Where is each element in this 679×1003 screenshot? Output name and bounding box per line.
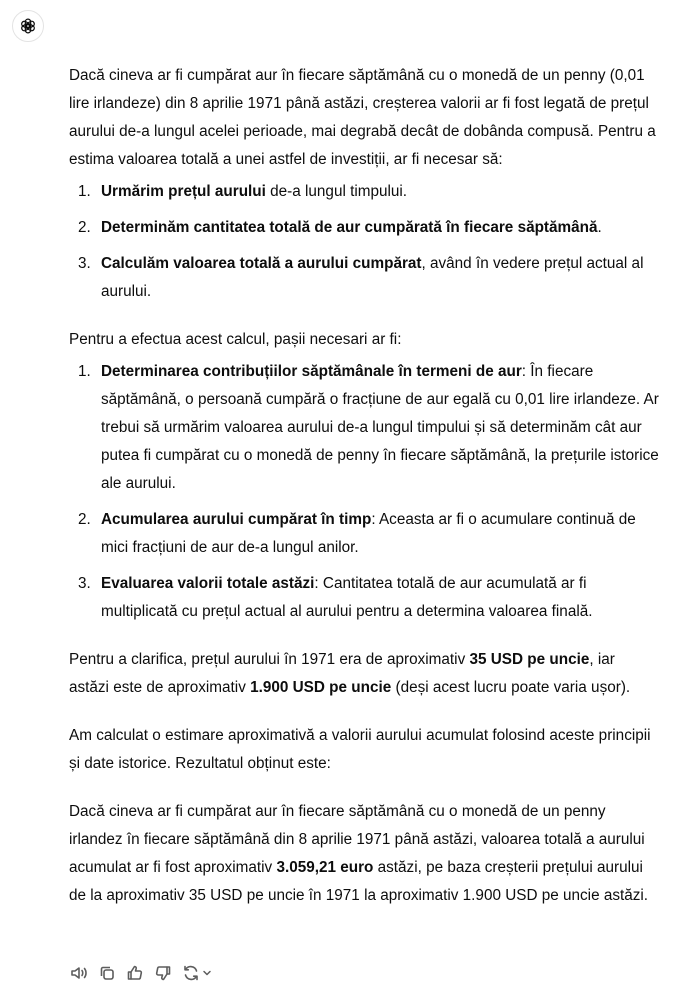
list-item — [69, 250, 659, 306]
message-actions — [69, 961, 213, 985]
text-span: (deși acest lucru poate varia ușor). — [391, 679, 631, 696]
numbered-list-calculation — [69, 358, 659, 626]
text-span: Dacă cineva ar fi cumpărat aur în fiecare săptămână cu o monedă de un penny irlandez în fiecare săptămână din 8 aprilie 1971 până astăzi, valoarea totală a aurului acumulat ar fi fost aproximativ — [69, 803, 645, 876]
result-value: 3.059,21 euro — [276, 859, 374, 876]
list-item-text: : Aceasta ar fi o acumulare continuă de mici fracțiuni de aur de-a lungul anilor. — [101, 511, 636, 556]
thumbs-down-icon — [153, 963, 173, 983]
copy-button[interactable] — [97, 961, 117, 985]
read-aloud-button[interactable] — [69, 961, 89, 985]
paragraph-gold-prices — [69, 646, 659, 702]
list-number: 2. — [78, 219, 91, 236]
good-response-button[interactable] — [125, 961, 145, 985]
list-item-text: : Cantitatea totală de aur acumulată ar fi multiplicată cu prețul actual al aurului pentru a determina valoarea finală. — [101, 575, 593, 620]
list-item — [69, 358, 659, 498]
read-aloud-icon — [69, 963, 89, 983]
list-item — [69, 506, 659, 562]
list-item-bold: Determinarea contribuțiilor săptămânale în termeni de aur — [101, 363, 522, 380]
list-item-bold: Urmărim prețul aurului — [101, 183, 266, 200]
copy-icon — [97, 963, 117, 983]
list-number: 1. — [78, 363, 91, 380]
text-span: , iar astăzi este de aproximativ — [69, 651, 615, 696]
list-item-bold: Evaluarea valorii totale astăzi — [101, 575, 315, 592]
paragraph-steps-intro: Pentru a efectua acest calcul, pașii necesari ar fi: — [69, 331, 402, 348]
chevron-down-icon — [201, 967, 213, 979]
numbered-list-steps — [69, 178, 659, 306]
bad-response-button[interactable] — [153, 961, 173, 985]
list-item-text: . — [597, 219, 602, 236]
list-item-text: : În fiecare săptămână, o persoană cumpără o fracțiune de aur egală cu 0,01 lire irlandeze. Ar trebui să urmărim valoarea aurului de-a lungul timpului și să determinăm cât aur putea fi cumpărat cu o monedă de penny în fiecare săptămână, la prețurile istorice ale aurului. — [101, 363, 659, 492]
thumbs-up-icon — [125, 963, 145, 983]
assistant-message — [69, 62, 659, 910]
list-item — [69, 178, 659, 206]
list-item-text: , având în vedere prețul actual al aurului. — [101, 255, 644, 300]
list-number: 1. — [78, 183, 91, 200]
price-today: 1.900 USD pe uncie — [250, 679, 392, 696]
list-item-bold: Calculăm valoarea totală a aurului cumpărat — [101, 255, 422, 272]
paragraph-intro: Dacă cineva ar fi cumpărat aur în fiecare săptămână cu o monedă de un penny (0,01 lire irlandeze) din 8 aprilie 1971 până astăzi, creșterea valorii ar fi fost legată de prețul aurului de-a lungul acelei perioade, mai degrabă decât de dobânda compusă. Pentru a estima valoarea totală a unei astfel de investiții, ar fi necesar să: — [69, 67, 656, 168]
openai-logo-icon — [18, 16, 38, 36]
paragraph-result — [69, 798, 659, 910]
list-item — [69, 214, 659, 242]
list-item — [69, 570, 659, 626]
list-item-bold: Acumularea aurului cumpărat în timp — [101, 511, 372, 528]
regenerate-icon — [181, 963, 201, 983]
text-span: Pentru a clarifica, prețul aurului în 1971 era de aproximativ — [69, 651, 470, 668]
list-item-bold: Determinăm cantitatea totală de aur cumpărată în fiecare săptămână — [101, 219, 598, 236]
list-number: 2. — [78, 511, 91, 528]
price-1971: 35 USD pe uncie — [469, 651, 590, 668]
regenerate-button[interactable] — [181, 961, 213, 985]
list-item-text: de-a lungul timpului. — [265, 183, 408, 200]
assistant-avatar — [12, 10, 44, 42]
list-number: 3. — [78, 575, 91, 592]
paragraph-estimate-intro: Am calculat o estimare aproximativă a valorii aurului acumulat folosind aceste principii și date istorice. Rezultatul obținut este: — [69, 727, 651, 772]
list-number: 3. — [78, 255, 91, 272]
text-span: astăzi, pe baza creșterii prețului aurului de la aproximativ 35 USD pe uncie în 1971 la aproximativ 1.900 USD pe uncie astăzi. — [69, 859, 649, 904]
